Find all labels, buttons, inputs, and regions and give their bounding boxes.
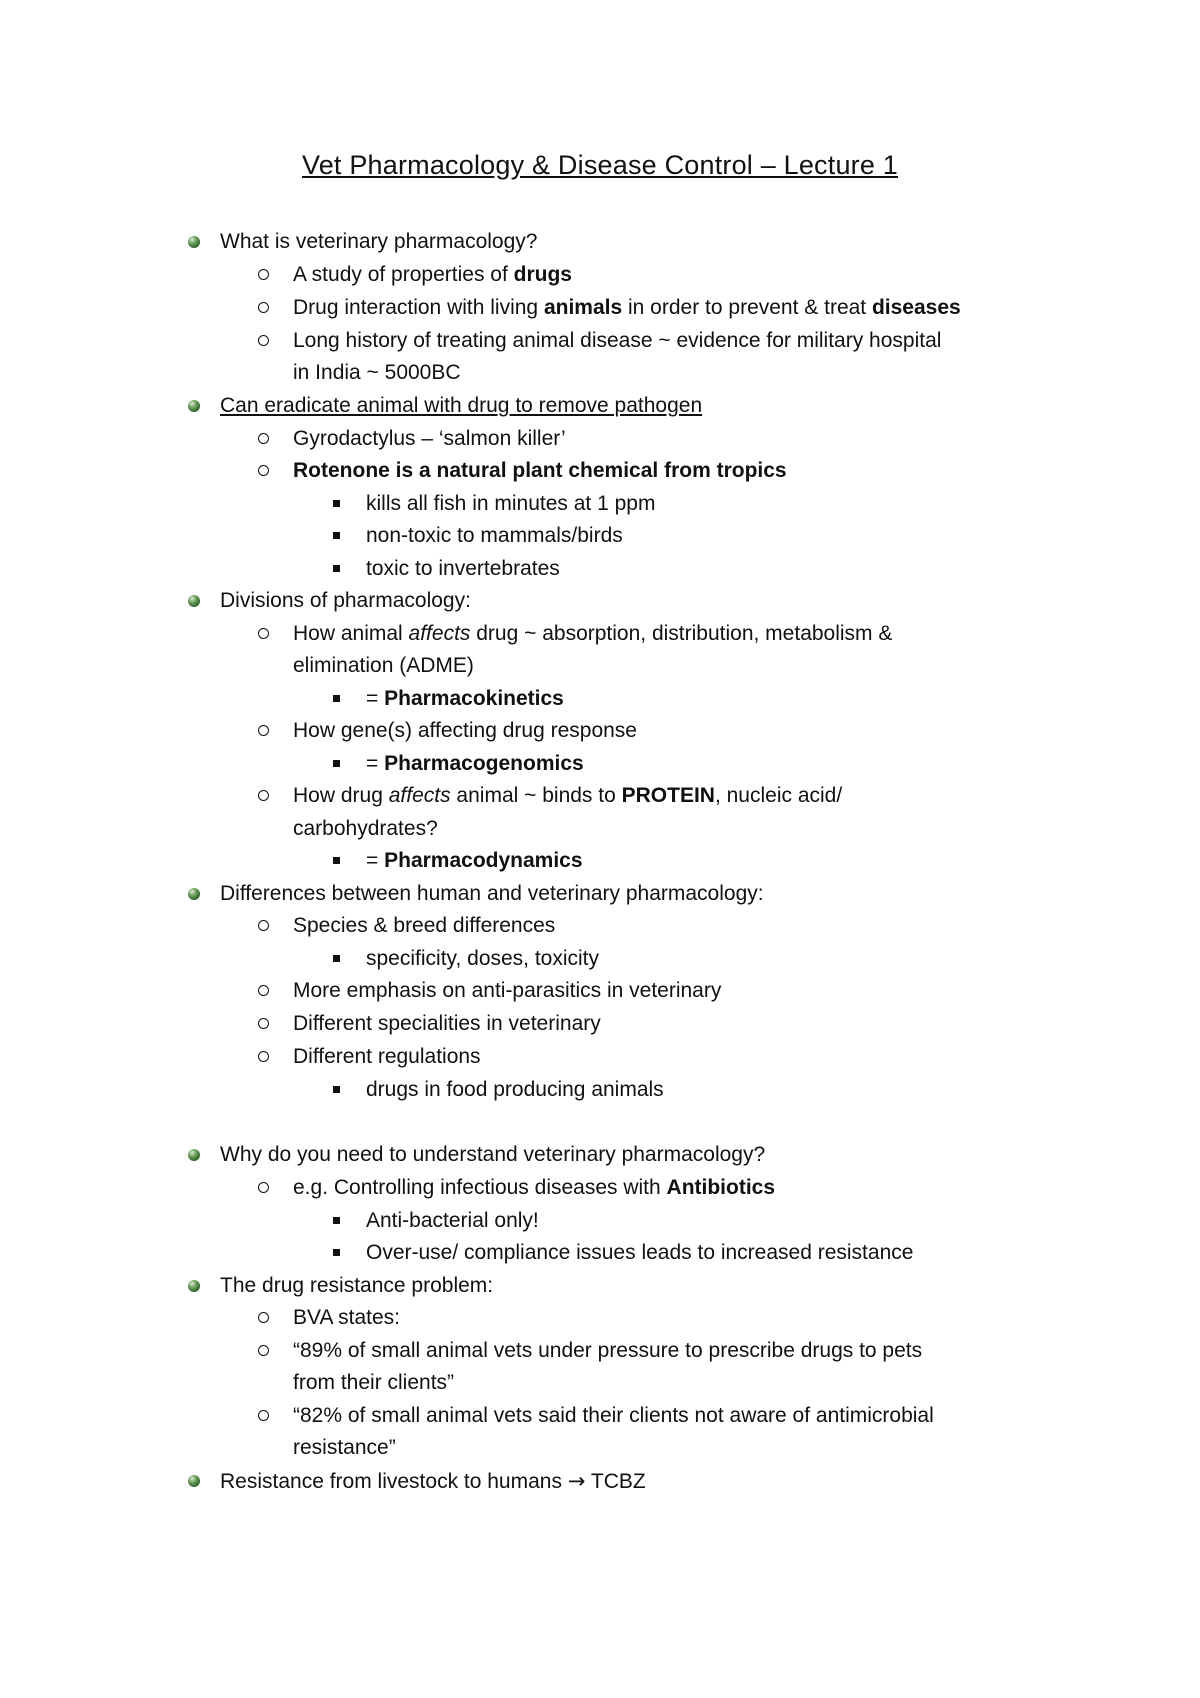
item-text: Long history of treating animal disease ~ evidence for military hospital	[293, 329, 942, 352]
item-text: Different regulations	[293, 1045, 481, 1068]
item-text: carbohydrates?	[293, 817, 438, 840]
item-text: What is veterinary pharmacology?	[220, 230, 538, 253]
item-text: Species & breed differences	[293, 914, 556, 937]
right-arrow-icon: →	[567, 1469, 586, 1493]
item-text: Gyrodactylus – ‘salmon killer’	[293, 427, 566, 450]
item-text: = Pharmacodynamics	[366, 849, 583, 872]
item-text: e.g. Controlling infectious diseases with Antibiotics	[293, 1176, 776, 1199]
item-text: Can eradicate animal with drug to remove pathogen	[220, 394, 703, 417]
item-text: drugs in food producing animals	[366, 1078, 664, 1101]
item-text: Differences between human and veterinary pharmacology:	[220, 882, 764, 905]
item-text: Different specialities in veterinary	[293, 1012, 601, 1035]
item-text: Divisions of pharmacology:	[220, 589, 471, 612]
item-text: How drug affects animal ~ binds to PROTEIN, nucleic acid/	[293, 784, 843, 807]
item-text: Over-use/ compliance issues leads to increased resistance	[366, 1241, 914, 1264]
item-text: toxic to invertebrates	[366, 557, 560, 580]
item-text: How animal affects drug ~ absorption, distribution, metabolism &	[293, 622, 893, 645]
item-text: “89% of small animal vets under pressure to prescribe drugs to pets	[293, 1339, 923, 1362]
item-text: “82% of small animal vets said their clients not aware of antimicrobial	[293, 1404, 934, 1427]
item-text: elimination (ADME)	[293, 654, 474, 677]
item-text: BVA states:	[293, 1306, 400, 1329]
item-text: non-toxic to mammals/birds	[366, 524, 623, 547]
item-text: Anti-bacterial only!	[366, 1209, 539, 1232]
item-text: = Pharmacokinetics	[366, 687, 564, 710]
item-text: from their clients”	[293, 1371, 455, 1394]
item-text: Drug interaction with living animals in order to prevent & treat diseases	[293, 296, 961, 319]
item-text: A study of properties of drugs	[293, 263, 572, 286]
item-text: in India ~ 5000BC	[293, 361, 461, 384]
item-text: = Pharmacogenomics	[366, 752, 584, 775]
page-title: Vet Pharmacology & Disease Control – Lecture 1	[301, 150, 898, 180]
item-text: specificity, doses, toxicity	[366, 947, 600, 970]
item-text: kills all fish in minutes at 1 ppm	[366, 492, 656, 515]
item-text: resistance”	[293, 1436, 396, 1459]
item-text: More emphasis on anti-parasitics in veterinary	[293, 979, 722, 1002]
item-text: Why do you need to understand veterinary pharmacology?	[220, 1143, 766, 1166]
item-text: Rotenone is a natural plant chemical from tropics	[293, 459, 787, 482]
item-text: The drug resistance problem:	[220, 1274, 494, 1297]
item-text: Resistance from livestock to humans → TCBZ	[220, 1469, 646, 1493]
item-text: How gene(s) affecting drug response	[293, 719, 637, 742]
